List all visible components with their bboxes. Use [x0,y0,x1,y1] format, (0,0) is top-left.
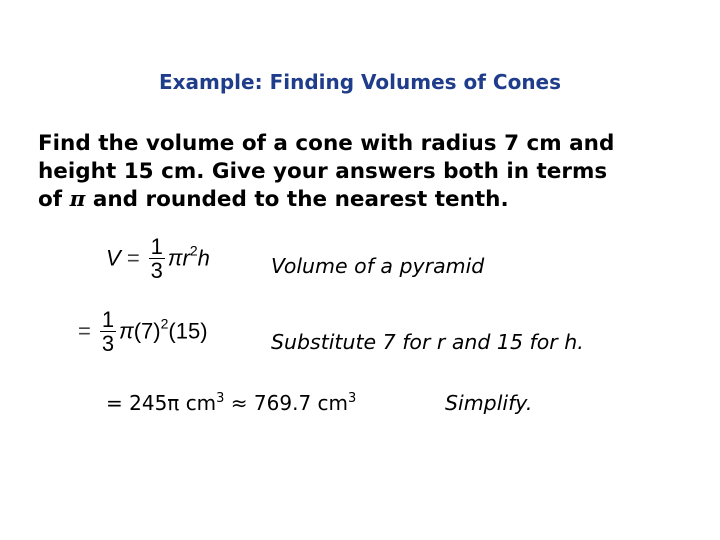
result-line [106,391,356,415]
problem-line-2: height 15 cm. Give your answers both in terms [38,159,608,184]
substitution-formula [78,309,208,356]
result-exact: = 245π cm [106,391,217,415]
problem-line-3-start: of [38,187,63,212]
volume-formula [106,236,210,283]
step2-note: Substitute 7 for r and 15 for h. [271,330,584,354]
problem-line-3-end: and rounded to the nearest tenth. [85,187,509,212]
exponent: 3 [216,391,225,406]
fraction-denominator: 3 [150,258,163,283]
pi-symbol: π [118,318,134,344]
fraction-numerator: 1 [150,234,163,259]
slide-title: Example: Finding Volumes of Cones [158,70,562,94]
pi-symbol: π [69,187,86,212]
one-third-fraction [100,309,116,356]
radius-value: (7) [133,318,161,344]
pi-symbol: π [167,245,183,271]
equals-sign: = [78,318,91,344]
exponent: 3 [348,391,357,406]
fraction-denominator: 3 [101,331,115,356]
height-value: (15) [168,318,208,344]
problem-statement [38,130,698,214]
problem-line-1: Find the volume of a cone with radius 7 cm and [38,131,615,156]
step3-note: Simplify. [445,391,533,415]
result-approx: ≈ 769.7 cm [224,391,349,415]
step1-note: Volume of a pyramid [271,254,485,278]
exponent: 2 [189,242,198,259]
problem-line-3 [38,186,698,214]
exponent: 2 [160,315,169,332]
radius-variable: r [182,245,190,271]
one-third-fraction [149,236,165,283]
volume-variable: V [106,245,121,271]
height-variable: h [197,245,210,271]
fraction-numerator: 1 [101,307,115,332]
equals-sign: = [126,245,140,271]
